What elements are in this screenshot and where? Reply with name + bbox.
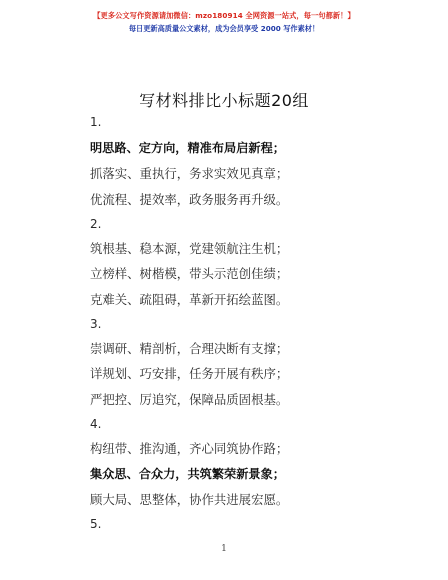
section-number: 4. <box>90 417 102 431</box>
promo-banner-line-1: 【更多公文写作资源请加微信：mzo180914 全网资源一站式，每一句都新！】 <box>93 11 355 20</box>
body-line: 顾大局、思整体，协作共进展宏愿。 <box>90 492 289 507</box>
document-title: 写材料排比小标题20组 <box>139 91 309 110</box>
promo-banner-line-2: 每日更新高质量公文素材，成为会员享受 2000 写作素材！ <box>128 24 320 33</box>
body-line: 崇调研、精剖析，合理决断有支撑； <box>90 341 289 356</box>
page-number: 1 <box>221 544 227 554</box>
body-line: 克难关、疏阻碍，革新开拓绘蓝图。 <box>90 292 289 307</box>
body-line: 集众思、合众力，共筑繁荣新景象； <box>90 467 285 481</box>
body-line: 筑根基、稳本源，党建领航注生机； <box>90 241 289 256</box>
body-line: 详规划、巧安排，任务开展有秩序； <box>90 366 289 381</box>
section-number: 2. <box>90 217 102 231</box>
body-line: 抓落实、重执行，务求实效见真章； <box>90 166 289 181</box>
section-number: 5. <box>90 517 102 531</box>
body-line: 立榜样、树楷模，带头示范创佳绩； <box>90 266 289 281</box>
section-number: 1. <box>90 115 102 129</box>
body-line: 明思路、定方向，精准布局启新程； <box>90 141 285 155</box>
body-line: 优流程、提效率，政务服务再升级。 <box>90 192 289 207</box>
body-line: 构纽带、推沟通，齐心同筑协作路； <box>90 441 289 456</box>
section-number: 3. <box>90 317 102 331</box>
body-line: 严把控、厉追究，保障品质固根基。 <box>90 392 289 407</box>
